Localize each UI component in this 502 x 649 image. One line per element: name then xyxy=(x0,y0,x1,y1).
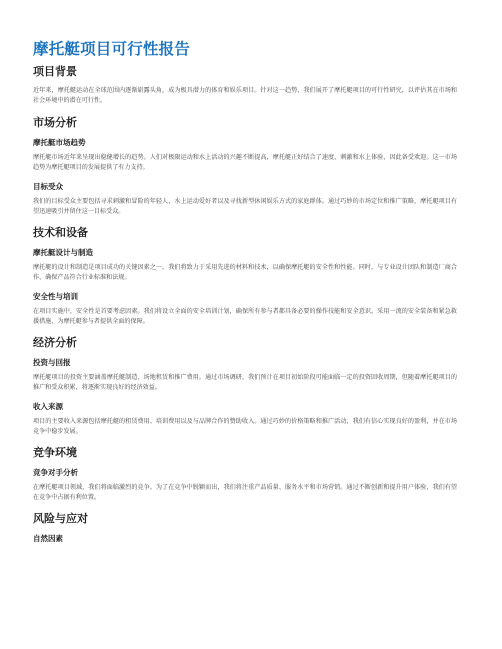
subsection-heading: 摩托艇市场趋势 xyxy=(33,138,86,147)
section xyxy=(33,335,457,437)
document-body xyxy=(33,64,457,549)
subsection xyxy=(33,467,457,503)
section xyxy=(33,445,457,503)
section xyxy=(33,115,457,217)
subsection xyxy=(33,247,457,283)
section-heading: 项目背景 xyxy=(33,65,77,78)
subsection-paragraph: 在摩托艇项目领域，我们将面临激烈的竞争。为了在竞争中脱颖而出，我们将注重产品质量、服务水平和市场营销。通过不断创新和提升用户体验，我们有望在竞争中占据有利位置。 xyxy=(33,484,457,501)
section-heading: 经济分析 xyxy=(33,336,77,349)
subsection xyxy=(33,533,457,544)
subsection-paragraph: 摩托艇市场近年来呈现出稳健增长的趋势。人们对极限运动和水上活动的兴趣不断提高，摩托艇正好结合了速度、刺激和水上体验，因此备受欢迎。这一市场趋势为摩托艇项目的发展提供了有力支持。 xyxy=(33,154,457,171)
subsection-paragraph: 摩托艇项目的投资主要涵盖摩托艇制造、场地租赁和推广费用。通过市场调研，我们预计在项目初始阶段可能面临一定的投资回收周期，但随着摩托艇项目的推广和受众积累，将逐渐实现良好的经济效益。 xyxy=(33,374,457,391)
subsection xyxy=(33,291,457,327)
subsection xyxy=(33,181,457,217)
section-heading: 技术和设备 xyxy=(33,226,88,239)
section xyxy=(33,511,457,544)
subsection-heading: 投资与回报 xyxy=(33,358,71,367)
subsection xyxy=(33,357,457,393)
subsection xyxy=(33,401,457,437)
document-title: 摩托艇项目可行性报告 xyxy=(33,40,191,58)
section-heading: 风险与应对 xyxy=(33,512,88,525)
subsection-paragraph: 项目的主要收入来源包括摩托艇的租赁费用、培训费用以及与品牌合作的赞助收入。通过巧妙的价格策略和推广活动，我们有信心实现良好的盈利，并在市场竞争中稳步发展。 xyxy=(33,418,457,435)
subsection-heading: 安全性与培训 xyxy=(33,292,78,301)
subsection-heading: 竞争对手分析 xyxy=(33,468,78,477)
subsection-paragraph: 我们的目标受众主要包括寻求刺激和冒险的年轻人、水上运动爱好者以及寻找新型休闲娱乐方式的家庭群体。通过巧妙的市场定位和推广策略，摩托艇项目有望迅速吸引并留住这一目标受众。 xyxy=(33,198,457,215)
subsection xyxy=(33,137,457,173)
subsection-heading: 摩托艇设计与制造 xyxy=(33,248,93,257)
subsection-heading: 目标受众 xyxy=(33,182,63,191)
subsection-paragraph: 在项目实施中，安全性是首要考虑因素。我们将设立全面的安全培训计划，确保所有参与者都具备必要的操作技能和安全意识。采用一流的安全装备和紧急救援措施，为摩托艇参与者提供全面的保障。 xyxy=(33,308,457,325)
subsection-heading: 自然因素 xyxy=(33,534,63,543)
subsection-paragraph: 摩托艇的设计和制造是项目成功的关键因素之一。我们将致力于采用先进的材料和技术，以确保摩托艇的安全性和性能。同时，与专业设计团队和制造厂商合作，确保产品符合行业标准和法规。 xyxy=(33,264,457,281)
section xyxy=(33,64,457,106)
subsection-heading: 收入来源 xyxy=(33,402,63,411)
section-paragraph: 近年来，摩托艇运动在全球范围内逐渐崭露头角，成为极具潜力的体育和娱乐项目。针对这一趋势，我们展开了摩托艇项目的可行性研究，以评估其在市场和社会环境中的潜在可行性。 xyxy=(33,87,457,104)
section xyxy=(33,225,457,327)
section-heading: 竞争环境 xyxy=(33,446,77,459)
section-heading: 市场分析 xyxy=(33,116,77,129)
